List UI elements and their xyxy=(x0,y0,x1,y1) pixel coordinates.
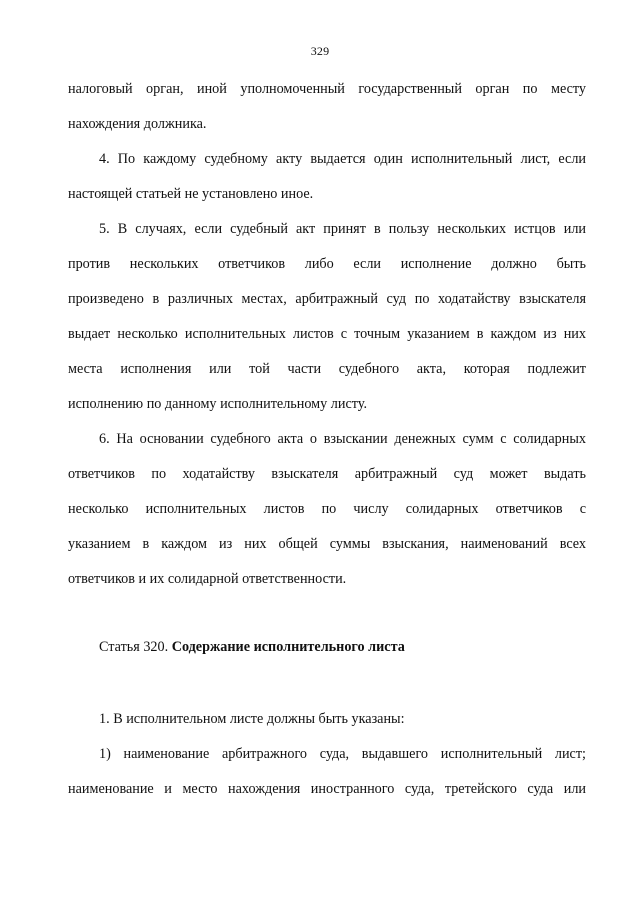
text-line: ответчиков и их солидарной ответственности. xyxy=(68,571,347,587)
text-line: 1) наименование арбитражного суда, выдавшего исполнительный лист; xyxy=(99,746,586,762)
text-line: указанием в каждом из них общей суммы взыскания, наименований всех xyxy=(68,536,586,552)
article-number: Статья 320. xyxy=(99,639,172,655)
text-line: против нескольких ответчиков либо если исполнение должно быть xyxy=(68,256,586,272)
text-line: 6. На основании судебного акта о взыскании денежных сумм с солидарных xyxy=(99,431,586,447)
text-line: 4. По каждому судебному акту выдается один исполнительный лист, если xyxy=(99,151,586,167)
body-text-top xyxy=(68,72,586,597)
text-line: нахождения должника. xyxy=(68,116,207,132)
article-title: Содержание исполнительного листа xyxy=(171,639,405,655)
text-line: ответчиков по ходатайству взыскателя арбитражный суд может выдать xyxy=(68,466,586,482)
text-line: настоящей статьей не установлено иное. xyxy=(68,186,314,202)
text-line: 5. В случаях, если судебный акт принят в пользу нескольких истцов или xyxy=(99,221,586,237)
paragraph xyxy=(68,422,586,597)
text-line: исполнению по данному исполнительному листу. xyxy=(68,396,368,412)
text-line: несколько исполнительных листов по числу солидарных ответчиков с xyxy=(68,501,586,517)
text-line: произведено в различных местах, арбитражный суд по ходатайству взыскателя xyxy=(68,291,586,307)
page-number: 329 xyxy=(310,44,330,58)
text-line: выдает несколько исполнительных листов с точным указанием в каждом из них xyxy=(68,326,586,342)
text-line: места исполнения или той части судебного акта, которая подлежит xyxy=(68,361,586,377)
text-line: 1. В исполнительном листе должны быть указаны: xyxy=(99,711,405,727)
text-line: налоговый орган, иной уполномоченный государственный орган по месту xyxy=(68,81,586,97)
article-heading xyxy=(99,636,405,658)
body-text-bottom xyxy=(68,702,586,807)
paragraph xyxy=(68,702,586,737)
text-line: наименование и место нахождения иностранного суда, третейского суда или xyxy=(68,781,586,797)
paragraph xyxy=(68,72,586,142)
paragraph xyxy=(68,212,586,422)
paragraph xyxy=(68,142,586,212)
paragraph xyxy=(68,737,586,807)
